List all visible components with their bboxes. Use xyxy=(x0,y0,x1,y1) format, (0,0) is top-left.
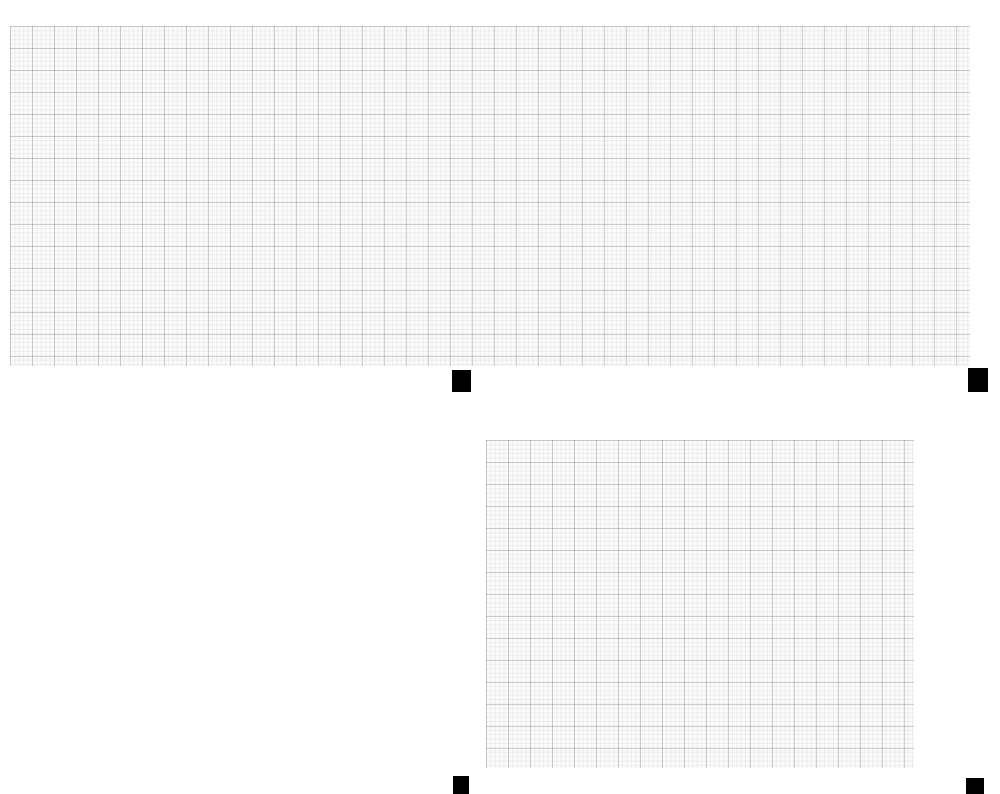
sync-marker-bottom-right xyxy=(966,778,984,794)
sync-marker-bottom xyxy=(453,776,469,794)
